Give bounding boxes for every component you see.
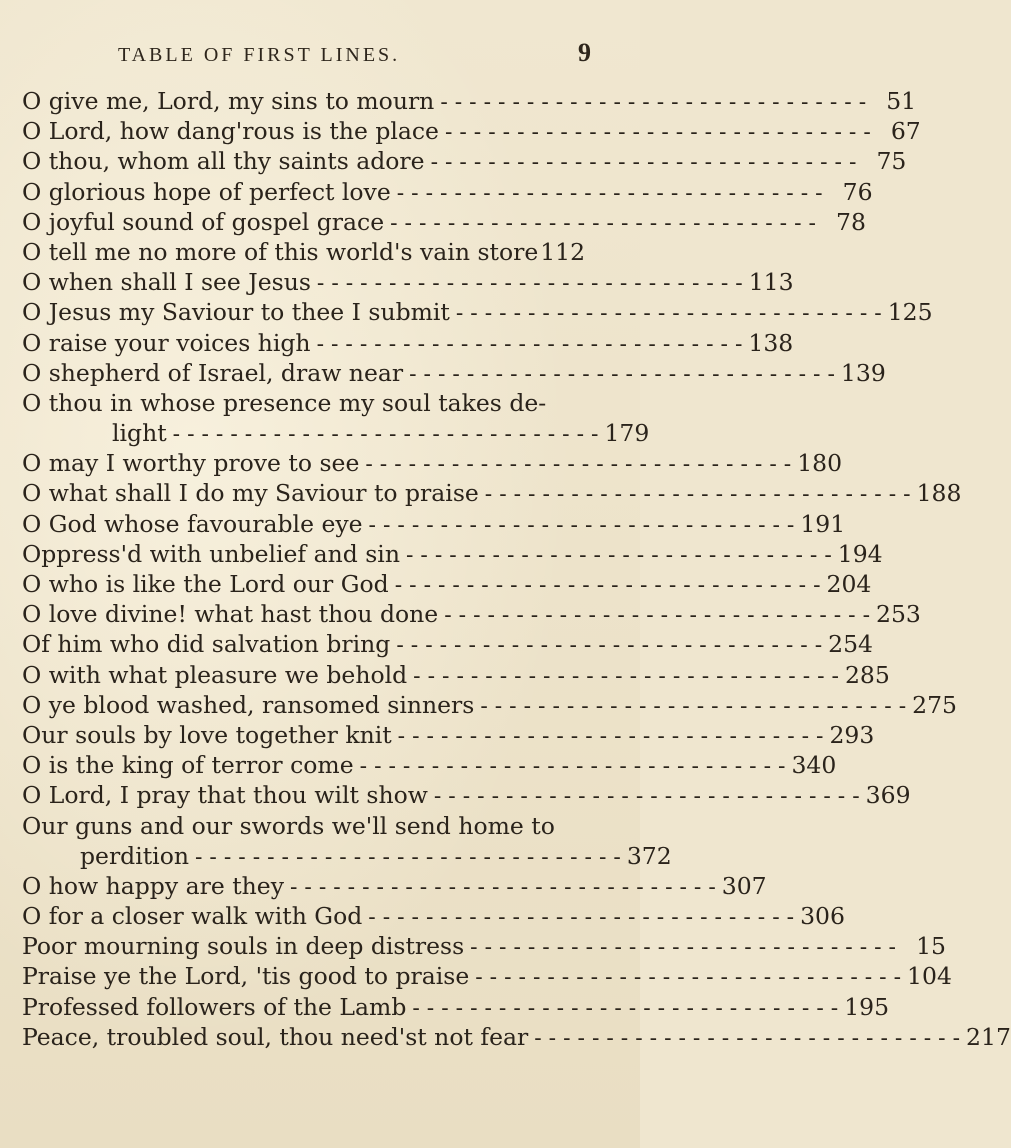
first-line-text: O give me, Lord, my sins to mourn bbox=[22, 87, 435, 115]
first-line-text: Our guns and our swords we'll send home to bbox=[22, 811, 555, 840]
hymn-number: 67 bbox=[890, 117, 921, 146]
leader-dots bbox=[425, 148, 863, 178]
index-entry bbox=[22, 750, 837, 780]
leader-dots bbox=[400, 541, 838, 571]
first-line-text: O for a closer walk with God bbox=[22, 902, 363, 931]
leader-dots bbox=[469, 963, 907, 993]
leader-dots bbox=[528, 1024, 966, 1054]
index-entry bbox=[22, 358, 886, 388]
hymn-number: 113 bbox=[748, 268, 794, 297]
index-entry bbox=[22, 599, 921, 629]
first-line-text: O shepherd of Israel, draw near bbox=[22, 358, 404, 387]
leader-dots bbox=[389, 571, 827, 601]
first-line-text: Professed followers of the Lamb bbox=[22, 992, 407, 1021]
hymn-number: 254 bbox=[828, 630, 874, 659]
hymn-number: 217 bbox=[966, 1022, 1011, 1051]
leader-dots bbox=[354, 752, 792, 782]
index-entry bbox=[22, 992, 890, 1022]
index-entry bbox=[22, 569, 872, 599]
hymn-number: 253 bbox=[876, 600, 921, 629]
first-line-text: Praise ye the Lord, 'tis good to praise bbox=[22, 962, 470, 991]
leader-dots bbox=[438, 601, 876, 631]
leader-dots bbox=[284, 873, 722, 903]
index-entry bbox=[22, 509, 846, 539]
leader-dots bbox=[406, 994, 844, 1024]
index-entry bbox=[22, 901, 845, 931]
hymn-number: 76 bbox=[842, 177, 873, 206]
index-entry bbox=[22, 207, 866, 237]
first-line-text: O raise your voices high bbox=[22, 328, 311, 357]
first-line-text: O God whose favourable eye bbox=[22, 509, 363, 538]
leader-dots bbox=[189, 843, 627, 873]
hymn-number: 194 bbox=[837, 539, 883, 568]
hymn-number: 138 bbox=[748, 328, 794, 357]
index-entry bbox=[22, 629, 874, 659]
hymn-number: 51 bbox=[886, 87, 917, 115]
leader-dots bbox=[403, 360, 841, 390]
hymn-number: 75 bbox=[876, 147, 907, 176]
leader-dots bbox=[434, 88, 872, 118]
hymn-number: 204 bbox=[826, 570, 872, 598]
leader-dots bbox=[384, 209, 822, 239]
index-entry bbox=[22, 539, 883, 569]
leader-dots bbox=[363, 511, 801, 541]
leader-dots bbox=[167, 420, 605, 450]
hymn-number: 125 bbox=[887, 298, 933, 327]
index-entry-continuation bbox=[22, 418, 650, 448]
leader-dots bbox=[439, 118, 877, 148]
index-entry bbox=[22, 931, 946, 961]
first-lines-index bbox=[22, 86, 1011, 1052]
leader-dots bbox=[391, 179, 829, 209]
hymn-number: 78 bbox=[836, 207, 866, 236]
leader-dots bbox=[359, 450, 797, 480]
first-line-text: O ye blood washed, ransomed sinners bbox=[22, 690, 475, 719]
first-line-text: O with what pleasure we behold bbox=[22, 660, 408, 689]
index-entry bbox=[22, 146, 907, 176]
first-line-text: O joyful sound of gospel grace bbox=[22, 207, 385, 236]
first-line-text: O is the king of terror come bbox=[22, 751, 354, 780]
index-entry bbox=[22, 388, 604, 418]
leader-dots bbox=[362, 903, 800, 933]
index-entry bbox=[22, 780, 911, 810]
leader-dots bbox=[428, 782, 866, 812]
hymn-number: 104 bbox=[907, 962, 952, 991]
index-entry bbox=[22, 328, 794, 358]
first-line-text: Peace, troubled soul, thou need'st not fear bbox=[22, 1022, 529, 1051]
index-entry bbox=[22, 811, 604, 841]
hymn-number: 307 bbox=[721, 871, 767, 900]
first-line-text: Poor mourning souls in deep distress bbox=[22, 932, 465, 961]
index-entry bbox=[22, 177, 873, 207]
first-line-text: O Lord, I pray that thou wilt show bbox=[22, 781, 428, 810]
hymn-number: 285 bbox=[844, 660, 890, 689]
hymn-number: 372 bbox=[626, 841, 672, 870]
hymn-number: 195 bbox=[844, 992, 890, 1021]
first-line-text: O thou in whose presence my soul takes de- bbox=[22, 388, 547, 417]
leader-dots bbox=[474, 692, 912, 722]
hymn-number: 340 bbox=[791, 751, 837, 780]
index-entry bbox=[22, 660, 890, 690]
index-entry bbox=[22, 871, 767, 901]
first-line-text: Oppress'd with unbelief and sin bbox=[22, 539, 400, 568]
hymn-number: 275 bbox=[912, 690, 957, 719]
leader-dots bbox=[479, 480, 917, 510]
first-line-continuation: light bbox=[112, 419, 167, 448]
hymn-number: 369 bbox=[865, 781, 911, 810]
hymn-number: 306 bbox=[800, 902, 845, 931]
index-entry bbox=[22, 720, 875, 750]
first-line-continuation: perdition bbox=[80, 841, 189, 870]
first-line-text: O thou, whom all thy saints adore bbox=[22, 147, 425, 176]
leader-dots bbox=[392, 722, 830, 752]
hymn-number: 191 bbox=[800, 509, 846, 538]
first-line-text: O Lord, how dang'rous is the place bbox=[22, 117, 439, 146]
hymn-number: 179 bbox=[604, 419, 650, 448]
leader-dots bbox=[464, 933, 902, 963]
first-line-text: O glorious hope of perfect love bbox=[22, 177, 391, 206]
index-entry bbox=[22, 116, 921, 146]
hymn-number: 15 bbox=[916, 932, 946, 961]
leader-dots bbox=[390, 631, 828, 661]
first-line-text: O Jesus my Saviour to thee I submit bbox=[22, 298, 450, 327]
index-entry bbox=[22, 690, 957, 720]
hymn-number: 188 bbox=[916, 479, 962, 508]
first-line-text: Our souls by love together knit bbox=[22, 720, 392, 749]
index-entry bbox=[22, 267, 794, 297]
index-entry bbox=[22, 961, 952, 991]
index-entry bbox=[22, 448, 843, 478]
first-line-text: Of him who did salvation bring bbox=[22, 630, 391, 659]
first-line-text: O how happy are they bbox=[22, 871, 284, 900]
hymn-number: 180 bbox=[797, 449, 843, 478]
running-title: TABLE OF FIRST LINES. bbox=[118, 44, 401, 66]
index-entry bbox=[22, 237, 604, 267]
index-entry-continuation bbox=[22, 841, 672, 871]
index-entry bbox=[22, 1022, 1011, 1052]
first-line-text: O when shall I see Jesus bbox=[22, 268, 311, 297]
first-line-text: O love divine! what hast thou done bbox=[22, 600, 439, 629]
hymn-number: 293 bbox=[829, 720, 875, 749]
leader-dots bbox=[311, 330, 749, 360]
hymn-number: 139 bbox=[840, 358, 886, 387]
index-entry bbox=[22, 297, 933, 327]
first-line-text: O may I worthy prove to see bbox=[22, 449, 360, 478]
page-number: 9 bbox=[578, 38, 591, 67]
leader-dots bbox=[407, 662, 845, 692]
hymn-number: 112 bbox=[540, 237, 586, 266]
index-entry bbox=[22, 478, 962, 508]
first-line-text: O who is like the Lord our God bbox=[22, 570, 389, 598]
index-entry bbox=[22, 86, 917, 116]
leader-dots bbox=[311, 269, 749, 299]
first-line-text: O tell me no more of this world's vain store bbox=[22, 237, 539, 266]
leader-dots bbox=[450, 299, 888, 329]
first-line-text: O what shall I do my Saviour to praise bbox=[22, 479, 479, 508]
